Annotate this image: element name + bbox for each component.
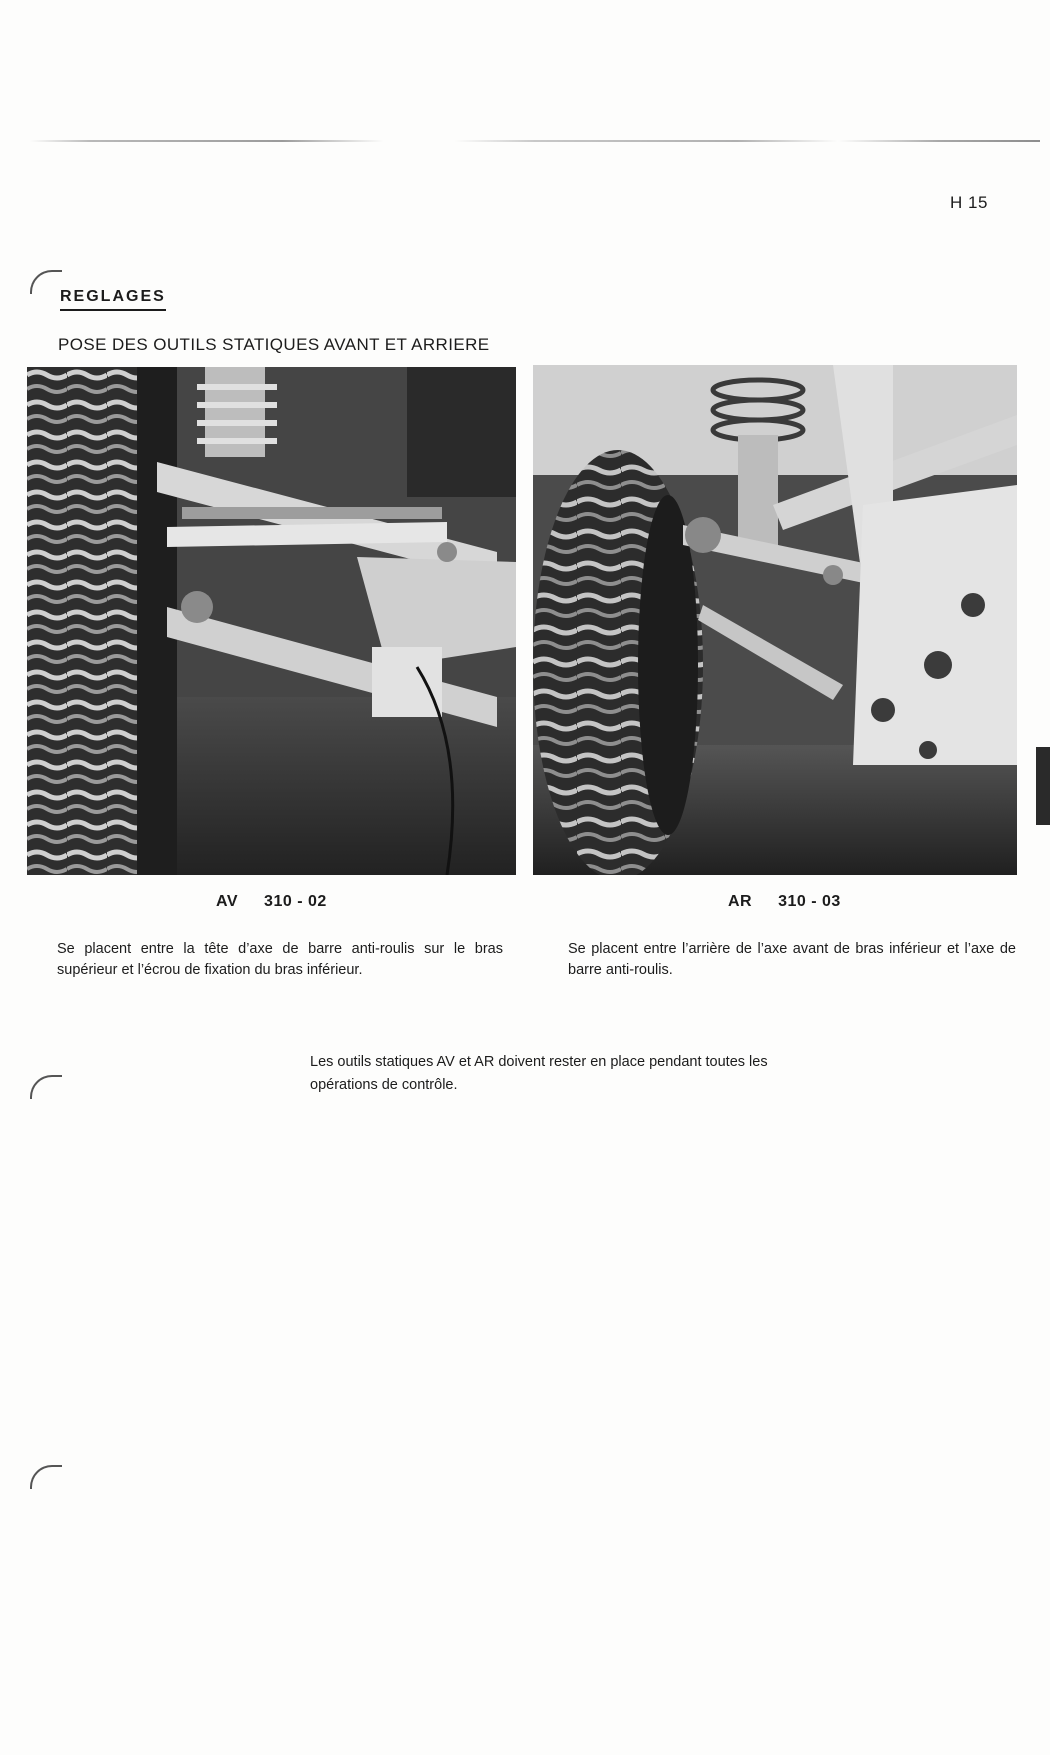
front-tool-description: Se placent entre la tête d’axe de barre anti-roulis sur le bras supérieur et l’écrou de fixation du bras inférieur.	[57, 941, 503, 978]
binder-hole-mark	[30, 1075, 62, 1099]
rear-suspension-photo-illustration	[533, 365, 1017, 875]
section-title: REGLAGES	[60, 288, 166, 311]
binder-hole-mark	[30, 1465, 62, 1489]
photo-front-suspension	[27, 367, 516, 875]
caption-side-label: AV	[216, 893, 239, 910]
tools-note: Les outils statiques AV et AR doivent rester en place pendant toutes les opérations de contrôle.	[310, 1054, 768, 1093]
photo-rear-suspension	[533, 365, 1017, 875]
caption-side-label: AR	[728, 893, 753, 910]
page-number: H 15	[950, 193, 988, 212]
caption-tool-code: 310 - 03	[778, 893, 841, 910]
scan-edge-line	[30, 140, 1040, 142]
page-subtitle: POSE DES OUTILS STATIQUES AVANT ET ARRIERE	[58, 335, 490, 354]
thumb-index-tab	[1036, 747, 1050, 825]
figure-caption-rear	[728, 893, 841, 911]
rear-tool-description: Se placent entre l’arrière de l’axe avant de bras inférieur et l’axe de barre anti-roulis.	[568, 941, 1016, 978]
binder-hole-mark	[30, 270, 62, 294]
front-suspension-photo-illustration	[27, 367, 516, 875]
figure-caption-front	[216, 893, 327, 911]
caption-tool-code: 310 - 02	[264, 893, 327, 910]
